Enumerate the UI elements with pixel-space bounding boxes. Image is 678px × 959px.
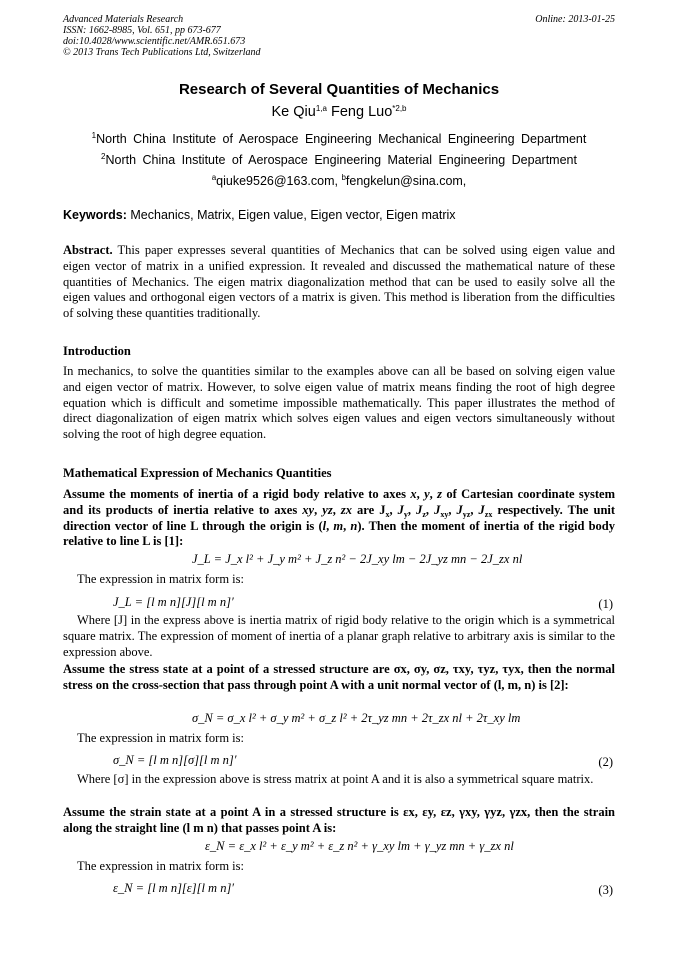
affiliation-1-text: North China Institute of Aerospace Engineering Mechanical Engineering Department [96,132,587,146]
email-b-sup: b [341,173,346,182]
p1-part: , [416,487,425,501]
inertia-paragraph: Assume the moments of inertia of a rigid body relative to axes x, y, z of Cartesian coordinate system and its products of inertia relative to axes xy, yz, zx are $J_x$, $J_y$, $J_z$, $J_{xy}$, $J_{yz}$, $J_{zx}$ respectively. The unit direction vector of line L through the origin is (l, m, n). Then the moment of inertia of the rigid body relative to line L is [1]: [63,487,616,549]
p1-var: x [410,487,417,501]
author-2: Feng Luo [330,104,393,120]
author-2-sup: *2,b [392,104,407,113]
abstract [63,243,615,322]
equation-number-1: (1) [598,597,613,611]
p1-part: are J [352,502,386,517]
journal-meta [63,14,261,58]
section-heading: Mathematical Expression of Mechanics Quantities [63,466,332,480]
author-1: Ke Qiu [271,104,316,120]
keywords [63,208,615,222]
abstract-text: This paper expresses several quantities of Mechanics that can be solved using eigen value and eigen vector of matrix in a unified expression. It revealed and discussed the mathematical nature of these quantities of Mechanics. The eigen matrix diagonalization method that can be used to easily solve all the eigen values and orthogonal eigen vectors of a matrix is given. This method is liberation from the difficulties of solving these quantities traditionally. [63,243,615,321]
affiliation-2-sup: 2 [101,152,106,161]
matrix-form-3: The expression in matrix form is: [77,859,244,873]
affiliation-2-text: North China Institute of Aerospace Engineering Material Engineering Department [105,153,577,167]
intro-text: In mechanics, to solve the quantities similar to the examples above can all be based on solving eigen value and eigen vector of matrix. However, to solve eigen value of matrix means finding the root of high degree equation which is difficult and sometime impossible mathematically. This paper illustrates the method of direct diagonalization of eigen matrix which solves eigen values and eigen vectors simultaneously without solving the root of high degree equation. [63,364,615,442]
p1-part: respectively. The unit direction vector of line L through the origin is ( [63,502,616,533]
matrix-form-2: The expression in matrix form is: [77,731,244,745]
p1-part: , [314,502,323,517]
stress-where: Where [σ] in the expression above is stress matrix at point A and it is also a symmetrical square matrix. [77,772,594,786]
p1-var: xy [302,502,315,517]
equation-1: J_L = [l m n][J][l m n]′ [113,595,234,609]
intro-heading: Introduction [63,344,131,358]
p1-var: z [437,487,442,501]
inertia-where: Where [J] in the express above is inertia matrix of rigid body relative to the origin which is a symmetrical square matrix. The expression of moment of inertia of a planar graph relative to arbitrary axis is similar to the expression above. [63,613,615,659]
email-line [0,174,678,188]
equation-3: ε_N = [l m n][ε][l m n]′ [113,881,235,895]
affiliation-1 [0,132,678,146]
email-a-sup: a [211,173,217,182]
journal-doi: doi:10.4028/www.scientific.net/AMR.651.673 [63,36,246,47]
affiliation-1-sup: 1 [91,131,97,140]
strain-paragraph: Assume the strain state at a point A in a stressed structure is εx, εy, εz, γxy, γyz, γzx, then the strain along the straight line (l m n) that passes point A is: [63,805,615,835]
affiliation-2 [0,153,678,167]
email-a: qiuke9526@163.com, [216,174,342,188]
author-1-sup: 1,a [315,104,327,113]
stress-paragraph: Assume the stress state at a point of a stressed structure are σx, σy, σz, τxy, τyz, τyx, then the normal stress on the cross-section that pass through point A with a unit normal vector of (l, m, n) is [2]: [63,662,615,692]
paper-title: Research of Several Quantities of Mechanics [178,81,500,98]
p1-part: of Cartesian coordinate system and its products of inertia relative to axes [63,487,616,517]
p1-part: , [332,502,341,517]
p1-var: zx [340,502,352,517]
equation-strain: ε_N = ε_x l² + ε_y m² + ε_z n² + γ_xy lm + γ_yz mn + γ_zx nl [205,839,514,853]
journal-issn: ISSN: 1662-8985, Vol. 651, pp 673-677 [63,25,221,36]
p1-var: n [350,518,358,533]
journal-name: Advanced Materials Research [63,14,184,25]
email-b: fengkelun@sina.com, [345,174,467,188]
p1-var: m [333,518,344,533]
equation-number-2: (2) [598,755,613,769]
p1-var: yz [322,502,333,517]
equation-stress: σ_N = σ_x l² + σ_y m² + σ_z l² + 2τ_yz mn + 2τ_zx nl + 2τ_xy lm [192,711,521,725]
p1-var: l [322,518,327,533]
keywords-text: Mechanics, Matrix, Eigen value, Eigen vector, Eigen matrix [126,208,456,222]
author-line [0,104,678,120]
journal-copyright: © 2013 Trans Tech Publications Ltd, Switzerland [63,47,261,58]
equation-inertia: J_L = J_x l² + J_y m² + J_z n² − 2J_xy lm − 2J_yz mn − 2J_zx nl [192,552,523,566]
matrix-form-1: The expression in matrix form is: [77,572,244,586]
p1-part: Assume the moments of inertia of a rigid body relative to axes [63,487,411,501]
p1-part: , [326,518,334,533]
keywords-label: Keywords: [63,208,127,222]
abstract-label: Abstract. [63,243,113,257]
p1-part: ). Then the moment of inertia of the rigid body relative to line L is [1]: [63,518,616,549]
online-date: Online: 2013-01-25 [535,14,615,25]
equation-2: σ_N = [l m n][σ][l m n]′ [113,753,237,767]
p1-var: y [424,487,430,501]
p1-part: , [343,518,351,533]
equation-number-3: (3) [598,883,613,897]
p1-part: , [429,487,438,501]
